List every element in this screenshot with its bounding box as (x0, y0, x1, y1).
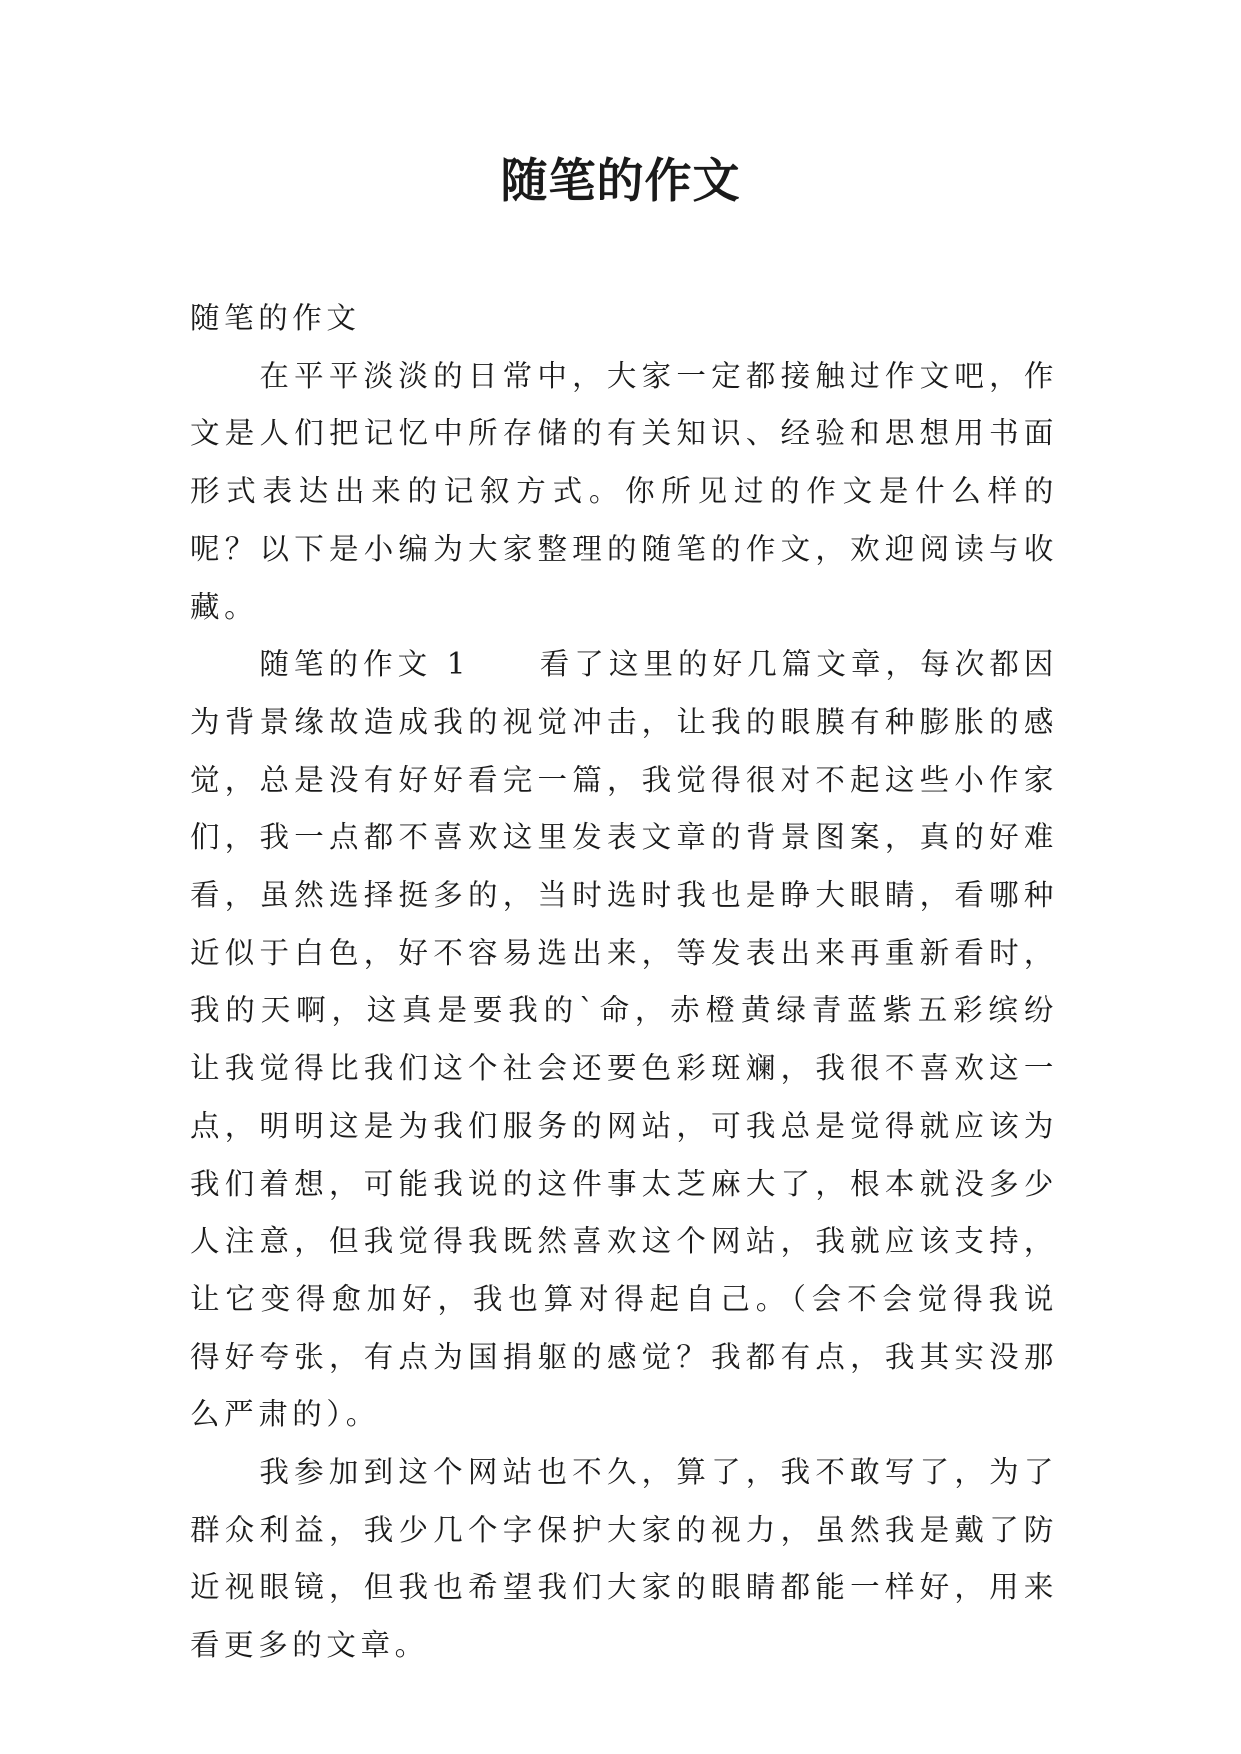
document-title: 随笔的作文 (500, 154, 741, 209)
document-body (190, 290, 1058, 1675)
intro-paragraph: 在平平淡淡的日常中，大家一定都接触过作文吧，作文是人们把记忆中所存储的有关知识、经验和思想用书面形式表达出来的记叙方式。你所见过的作文是什么样的呢？以下是小编为大家整理的随笔的作文，欢迎阅读与收藏。 (190, 358, 1058, 624)
essay-1-closing-paragraph: 我参加到这个网站也不久，算了，我不敢写了，为了群众利益，我少几个字保护大家的视力，虽然我是戴了防近视眼镜，但我也希望我们大家的眼睛都能一样好，用来看更多的文章。 (190, 1455, 1058, 1663)
essay-1-paragraph: 随笔的作文 1 看了这里的好几篇文章，每次都因为背景缘故造成我的视觉冲击，让我的眼膜有种膨胀的感觉，总是没有好好看完一篇，我觉得很对不起这些小作家们，我一点都不喜欢这里发表文章的背景图案，真的好难看，虽然选择挺多的，当时选时我也是睁大眼睛，看哪种近似于白色，好不容易选出来，等发表出来再重新看时，我的天啊，这真是要我的`命，赤橙黄绿青蓝紫五彩缤纷让我觉得比我们这个社会还要色彩斑斓，我很不喜欢这一点，明明这是为我们服务的网站，可我总是觉得就应该为我们着想，可能我说的这件事太芝麻大了，根本就没多少人注意，但我觉得我既然喜欢这个网站，我就应该支持，让它变得愈加好，我也算对得起自己。（会不会觉得我说得好夸张，有点为国捐躯的感觉？我都有点，我其实没那么严肃的）。 (190, 647, 1058, 1432)
body-heading: 随笔的作文 (190, 301, 361, 335)
